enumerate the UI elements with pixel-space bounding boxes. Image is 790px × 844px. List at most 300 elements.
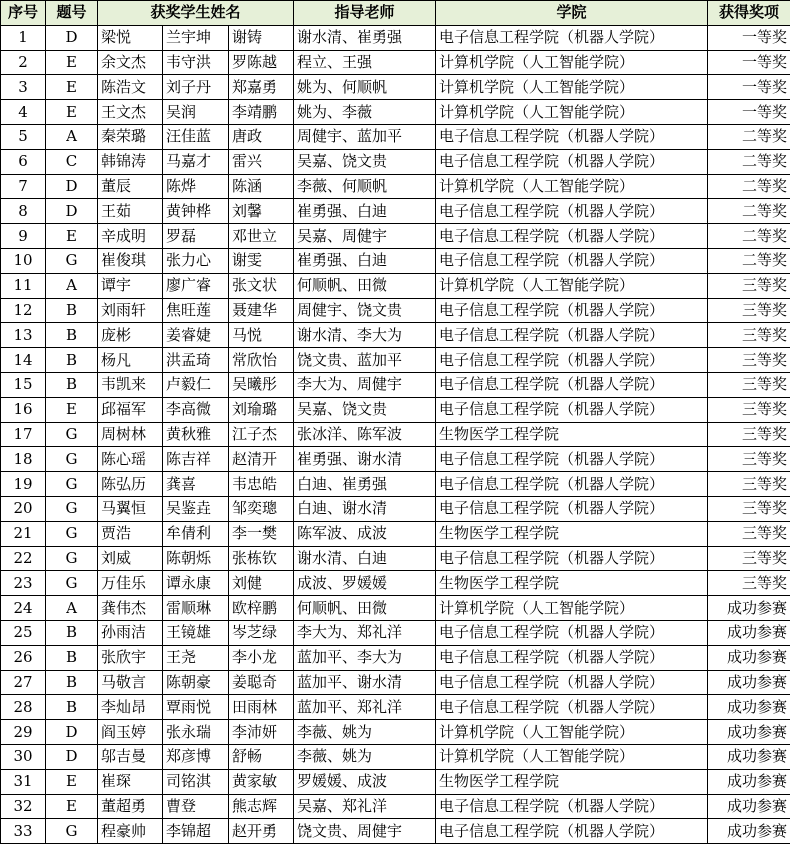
cell-index: 12 xyxy=(1,298,46,323)
table-row xyxy=(1,224,790,249)
table-row xyxy=(1,372,790,397)
cell-college: 电子信息工程学院（机器人学院） xyxy=(436,372,708,397)
table-row xyxy=(1,25,790,50)
cell-problem: E xyxy=(46,50,98,75)
cell-index: 2 xyxy=(1,50,46,75)
table-row xyxy=(1,645,790,670)
cell-student-2: 刘子丹 xyxy=(163,75,229,100)
cell-student-1: 辛成明 xyxy=(98,224,163,249)
table-row xyxy=(1,397,790,422)
cell-student-3: 罗陈越 xyxy=(229,50,294,75)
cell-college: 电子信息工程学院（机器人学院） xyxy=(436,670,708,695)
cell-student-3: 谢铸 xyxy=(229,25,294,50)
cell-college: 电子信息工程学院（机器人学院） xyxy=(436,546,708,571)
cell-index: 30 xyxy=(1,744,46,769)
cell-advisors: 谢水清、崔勇强 xyxy=(294,25,436,50)
cell-index: 5 xyxy=(1,124,46,149)
header-index: 序号 xyxy=(1,1,46,26)
cell-student-3: 马悦 xyxy=(229,323,294,348)
cell-college: 电子信息工程学院（机器人学院） xyxy=(436,199,708,224)
cell-student-2: 吴润 xyxy=(163,100,229,125)
cell-student-3: 陈涵 xyxy=(229,174,294,199)
cell-index: 10 xyxy=(1,248,46,273)
cell-college: 计算机学院（人工智能学院） xyxy=(436,75,708,100)
cell-award: 一等奖 xyxy=(708,50,790,75)
cell-student-1: 孙雨洁 xyxy=(98,620,163,645)
cell-index: 21 xyxy=(1,521,46,546)
cell-student-3: 岑芝绿 xyxy=(229,620,294,645)
cell-student-1: 董辰 xyxy=(98,174,163,199)
cell-student-1: 庞彬 xyxy=(98,323,163,348)
cell-student-1: 杨凡 xyxy=(98,348,163,373)
cell-student-2: 覃雨悦 xyxy=(163,695,229,720)
cell-student-2: 司铭淇 xyxy=(163,769,229,794)
cell-advisors: 谢水清、李大为 xyxy=(294,323,436,348)
cell-award: 成功参赛 xyxy=(708,670,790,695)
cell-college: 生物医学工程学院 xyxy=(436,521,708,546)
cell-award: 成功参赛 xyxy=(708,645,790,670)
cell-student-1: 崔俊琪 xyxy=(98,248,163,273)
cell-problem: A xyxy=(46,124,98,149)
cell-advisors: 罗媛媛、成波 xyxy=(294,769,436,794)
cell-college: 电子信息工程学院（机器人学院） xyxy=(436,323,708,348)
cell-student-2: 曹登 xyxy=(163,794,229,819)
cell-student-3: 常欣怡 xyxy=(229,348,294,373)
cell-student-2: 雷顺琳 xyxy=(163,596,229,621)
cell-index: 26 xyxy=(1,645,46,670)
cell-advisors: 程立、王强 xyxy=(294,50,436,75)
cell-college: 电子信息工程学院（机器人学院） xyxy=(436,248,708,273)
cell-college: 计算机学院（人工智能学院） xyxy=(436,596,708,621)
cell-index: 19 xyxy=(1,472,46,497)
cell-college: 计算机学院（人工智能学院） xyxy=(436,100,708,125)
cell-college: 电子信息工程学院（机器人学院） xyxy=(436,620,708,645)
table-row xyxy=(1,174,790,199)
cell-student-1: 马翼恒 xyxy=(98,496,163,521)
cell-award: 三等奖 xyxy=(708,348,790,373)
table-row xyxy=(1,348,790,373)
cell-advisors: 成波、罗媛媛 xyxy=(294,571,436,596)
cell-student-2: 王镜雄 xyxy=(163,620,229,645)
table-row xyxy=(1,100,790,125)
cell-award: 成功参赛 xyxy=(708,769,790,794)
cell-award: 成功参赛 xyxy=(708,695,790,720)
cell-award: 三等奖 xyxy=(708,298,790,323)
cell-advisors: 吴嘉、周健宇 xyxy=(294,224,436,249)
cell-index: 24 xyxy=(1,596,46,621)
cell-award: 一等奖 xyxy=(708,100,790,125)
cell-college: 计算机学院（人工智能学院） xyxy=(436,50,708,75)
cell-problem: D xyxy=(46,744,98,769)
cell-index: 29 xyxy=(1,720,46,745)
table-row xyxy=(1,124,790,149)
table-row xyxy=(1,695,790,720)
cell-college: 电子信息工程学院（机器人学院） xyxy=(436,397,708,422)
cell-index: 31 xyxy=(1,769,46,794)
cell-problem: E xyxy=(46,100,98,125)
cell-problem: G xyxy=(46,546,98,571)
cell-problem: G xyxy=(46,571,98,596)
cell-advisors: 李薇、姚为 xyxy=(294,720,436,745)
cell-student-2: 谭永康 xyxy=(163,571,229,596)
cell-advisors: 李大为、郑礼洋 xyxy=(294,620,436,645)
cell-student-3: 唐政 xyxy=(229,124,294,149)
cell-advisors: 崔勇强、白迪 xyxy=(294,248,436,273)
cell-student-1: 龚伟杰 xyxy=(98,596,163,621)
table-row xyxy=(1,571,790,596)
cell-award: 二等奖 xyxy=(708,224,790,249)
cell-student-3: 赵清开 xyxy=(229,447,294,472)
header-advisors: 指导老师 xyxy=(294,1,436,26)
table-row xyxy=(1,521,790,546)
table-row xyxy=(1,596,790,621)
table-row xyxy=(1,819,790,844)
cell-student-2: 卢毅仁 xyxy=(163,372,229,397)
cell-student-2: 黄钟桦 xyxy=(163,199,229,224)
cell-advisors: 张冰洋、陈军波 xyxy=(294,422,436,447)
cell-student-3: 李沛妍 xyxy=(229,720,294,745)
cell-college: 电子信息工程学院（机器人学院） xyxy=(436,25,708,50)
cell-problem: G xyxy=(46,819,98,844)
cell-student-3: 李靖鹏 xyxy=(229,100,294,125)
cell-problem: B xyxy=(46,695,98,720)
cell-index: 15 xyxy=(1,372,46,397)
cell-student-2: 牟倩利 xyxy=(163,521,229,546)
cell-advisors: 蓝加平、李大为 xyxy=(294,645,436,670)
cell-student-3: 李一樊 xyxy=(229,521,294,546)
table-row xyxy=(1,298,790,323)
table-row xyxy=(1,447,790,472)
cell-student-2: 罗磊 xyxy=(163,224,229,249)
cell-index: 7 xyxy=(1,174,46,199)
cell-student-2: 焦旺莲 xyxy=(163,298,229,323)
cell-index: 1 xyxy=(1,25,46,50)
table-body xyxy=(1,25,790,843)
cell-index: 14 xyxy=(1,348,46,373)
cell-advisors: 姚为、李薇 xyxy=(294,100,436,125)
table-row xyxy=(1,149,790,174)
cell-student-1: 邱福军 xyxy=(98,397,163,422)
table-row xyxy=(1,546,790,571)
cell-student-2: 洪孟琦 xyxy=(163,348,229,373)
cell-problem: B xyxy=(46,670,98,695)
cell-award: 三等奖 xyxy=(708,521,790,546)
cell-index: 18 xyxy=(1,447,46,472)
cell-problem: E xyxy=(46,224,98,249)
cell-student-1: 陈心瑶 xyxy=(98,447,163,472)
cell-student-3: 吴曦彤 xyxy=(229,372,294,397)
cell-student-1: 阎玉婷 xyxy=(98,720,163,745)
cell-student-1: 王茹 xyxy=(98,199,163,224)
cell-award: 成功参赛 xyxy=(708,720,790,745)
cell-advisors: 陈军波、成波 xyxy=(294,521,436,546)
cell-student-3: 江子杰 xyxy=(229,422,294,447)
cell-award: 三等奖 xyxy=(708,472,790,497)
cell-index: 17 xyxy=(1,422,46,447)
cell-student-1: 秦荣璐 xyxy=(98,124,163,149)
cell-advisors: 李薇、姚为 xyxy=(294,744,436,769)
cell-student-3: 张文状 xyxy=(229,273,294,298)
cell-student-3: 韦忠皓 xyxy=(229,472,294,497)
cell-index: 13 xyxy=(1,323,46,348)
table-row xyxy=(1,496,790,521)
cell-problem: G xyxy=(46,521,98,546)
cell-problem: G xyxy=(46,422,98,447)
cell-advisors: 李薇、何顺帆 xyxy=(294,174,436,199)
table-row xyxy=(1,620,790,645)
cell-award: 成功参赛 xyxy=(708,819,790,844)
cell-college: 电子信息工程学院（机器人学院） xyxy=(436,496,708,521)
cell-college: 生物医学工程学院 xyxy=(436,769,708,794)
cell-award: 二等奖 xyxy=(708,124,790,149)
cell-index: 32 xyxy=(1,794,46,819)
header-college: 学院 xyxy=(436,1,708,26)
cell-award: 二等奖 xyxy=(708,199,790,224)
cell-student-3: 郑嘉勇 xyxy=(229,75,294,100)
table-row xyxy=(1,744,790,769)
table-row xyxy=(1,769,790,794)
cell-problem: E xyxy=(46,794,98,819)
cell-student-3: 欧梓鹏 xyxy=(229,596,294,621)
cell-index: 22 xyxy=(1,546,46,571)
header-problem: 题号 xyxy=(46,1,98,26)
cell-student-1: 崔琛 xyxy=(98,769,163,794)
cell-college: 电子信息工程学院（机器人学院） xyxy=(436,794,708,819)
cell-award: 三等奖 xyxy=(708,397,790,422)
cell-award: 三等奖 xyxy=(708,447,790,472)
cell-advisors: 谢水清、白迪 xyxy=(294,546,436,571)
cell-advisors: 姚为、何顺帆 xyxy=(294,75,436,100)
cell-award: 成功参赛 xyxy=(708,596,790,621)
cell-problem: B xyxy=(46,348,98,373)
table-row xyxy=(1,50,790,75)
cell-student-3: 邹奕璁 xyxy=(229,496,294,521)
cell-college: 计算机学院（人工智能学院） xyxy=(436,744,708,769)
table-row xyxy=(1,199,790,224)
cell-student-1: 马敬言 xyxy=(98,670,163,695)
cell-problem: G xyxy=(46,496,98,521)
cell-advisors: 崔勇强、白迪 xyxy=(294,199,436,224)
cell-student-1: 邬吉曼 xyxy=(98,744,163,769)
table-row xyxy=(1,248,790,273)
cell-college: 电子信息工程学院（机器人学院） xyxy=(436,819,708,844)
cell-student-2: 陈朝豪 xyxy=(163,670,229,695)
cell-student-1: 程豪帅 xyxy=(98,819,163,844)
cell-problem: D xyxy=(46,720,98,745)
cell-advisors: 周健宇、蓝加平 xyxy=(294,124,436,149)
cell-student-2: 王尧 xyxy=(163,645,229,670)
cell-problem: G xyxy=(46,447,98,472)
cell-student-1: 刘威 xyxy=(98,546,163,571)
cell-student-1: 李灿昂 xyxy=(98,695,163,720)
cell-advisors: 吴嘉、郑礼洋 xyxy=(294,794,436,819)
cell-index: 28 xyxy=(1,695,46,720)
cell-student-3: 熊志辉 xyxy=(229,794,294,819)
cell-advisors: 崔勇强、谢水清 xyxy=(294,447,436,472)
cell-student-1: 梁悦 xyxy=(98,25,163,50)
cell-problem: D xyxy=(46,199,98,224)
cell-index: 16 xyxy=(1,397,46,422)
cell-student-3: 李小龙 xyxy=(229,645,294,670)
cell-award: 二等奖 xyxy=(708,149,790,174)
cell-college: 电子信息工程学院（机器人学院） xyxy=(436,645,708,670)
cell-college: 电子信息工程学院（机器人学院） xyxy=(436,224,708,249)
cell-student-2: 兰宇坤 xyxy=(163,25,229,50)
table-row xyxy=(1,794,790,819)
cell-problem: B xyxy=(46,298,98,323)
cell-student-2: 陈烨 xyxy=(163,174,229,199)
cell-index: 27 xyxy=(1,670,46,695)
cell-advisors: 蓝加平、郑礼洋 xyxy=(294,695,436,720)
cell-advisors: 何顺帆、田微 xyxy=(294,596,436,621)
cell-advisors: 饶文贵、周健宇 xyxy=(294,819,436,844)
table-row xyxy=(1,472,790,497)
cell-college: 计算机学院（人工智能学院） xyxy=(436,273,708,298)
cell-student-3: 舒畅 xyxy=(229,744,294,769)
table-row xyxy=(1,75,790,100)
cell-advisors: 蓝加平、谢水清 xyxy=(294,670,436,695)
cell-student-1: 韩锦涛 xyxy=(98,149,163,174)
cell-advisors: 白迪、谢水清 xyxy=(294,496,436,521)
cell-award: 三等奖 xyxy=(708,571,790,596)
cell-advisors: 吴嘉、饶文贵 xyxy=(294,149,436,174)
cell-award: 三等奖 xyxy=(708,496,790,521)
cell-award: 二等奖 xyxy=(708,174,790,199)
cell-advisors: 饶文贵、蓝加平 xyxy=(294,348,436,373)
cell-award: 成功参赛 xyxy=(708,794,790,819)
table-row xyxy=(1,422,790,447)
cell-college: 计算机学院（人工智能学院） xyxy=(436,720,708,745)
cell-award: 三等奖 xyxy=(708,273,790,298)
cell-award: 成功参赛 xyxy=(708,744,790,769)
cell-problem: B xyxy=(46,323,98,348)
cell-college: 电子信息工程学院（机器人学院） xyxy=(436,298,708,323)
cell-award: 二等奖 xyxy=(708,248,790,273)
cell-student-1: 陈弘历 xyxy=(98,472,163,497)
cell-student-1: 谭宇 xyxy=(98,273,163,298)
cell-student-2: 吴鉴垚 xyxy=(163,496,229,521)
cell-student-1: 张欣宇 xyxy=(98,645,163,670)
cell-index: 33 xyxy=(1,819,46,844)
table-row xyxy=(1,720,790,745)
cell-award: 三等奖 xyxy=(708,323,790,348)
cell-index: 20 xyxy=(1,496,46,521)
cell-problem: B xyxy=(46,372,98,397)
cell-index: 23 xyxy=(1,571,46,596)
cell-student-3: 刘瑜璐 xyxy=(229,397,294,422)
cell-problem: D xyxy=(46,25,98,50)
cell-problem: G xyxy=(46,472,98,497)
cell-student-1: 王文杰 xyxy=(98,100,163,125)
cell-student-3: 赵开勇 xyxy=(229,819,294,844)
cell-student-2: 陈朝烁 xyxy=(163,546,229,571)
cell-award: 三等奖 xyxy=(708,372,790,397)
cell-problem: G xyxy=(46,248,98,273)
header-row xyxy=(1,1,790,26)
cell-student-2: 张永瑞 xyxy=(163,720,229,745)
cell-problem: D xyxy=(46,174,98,199)
cell-problem: E xyxy=(46,75,98,100)
cell-advisors: 何顺帆、田微 xyxy=(294,273,436,298)
cell-student-2: 张力心 xyxy=(163,248,229,273)
cell-student-2: 黄秋雅 xyxy=(163,422,229,447)
cell-problem: E xyxy=(46,397,98,422)
cell-index: 3 xyxy=(1,75,46,100)
cell-college: 电子信息工程学院（机器人学院） xyxy=(436,472,708,497)
cell-student-2: 龚喜 xyxy=(163,472,229,497)
cell-student-3: 刘馨 xyxy=(229,199,294,224)
cell-index: 9 xyxy=(1,224,46,249)
cell-problem: B xyxy=(46,620,98,645)
cell-student-3: 谢雯 xyxy=(229,248,294,273)
cell-student-1: 贾浩 xyxy=(98,521,163,546)
cell-student-3: 黄家敏 xyxy=(229,769,294,794)
header-award: 获得奖项 xyxy=(708,1,790,26)
cell-college: 电子信息工程学院（机器人学院） xyxy=(436,149,708,174)
cell-student-1: 董超勇 xyxy=(98,794,163,819)
cell-college: 电子信息工程学院（机器人学院） xyxy=(436,447,708,472)
cell-student-1: 余文杰 xyxy=(98,50,163,75)
cell-award: 成功参赛 xyxy=(708,620,790,645)
cell-student-2: 汪佳蓝 xyxy=(163,124,229,149)
cell-college: 电子信息工程学院（机器人学院） xyxy=(436,124,708,149)
cell-index: 6 xyxy=(1,149,46,174)
cell-student-1: 韦凯来 xyxy=(98,372,163,397)
cell-student-1: 万佳乐 xyxy=(98,571,163,596)
table-row xyxy=(1,670,790,695)
cell-student-1: 陈浩文 xyxy=(98,75,163,100)
cell-college: 生物医学工程学院 xyxy=(436,422,708,447)
cell-award: 三等奖 xyxy=(708,546,790,571)
header-students: 获奖学生姓名 xyxy=(98,1,294,26)
cell-student-3: 田雨林 xyxy=(229,695,294,720)
cell-college: 电子信息工程学院（机器人学院） xyxy=(436,348,708,373)
table-row xyxy=(1,273,790,298)
cell-student-2: 姜睿婕 xyxy=(163,323,229,348)
cell-college: 计算机学院（人工智能学院） xyxy=(436,174,708,199)
cell-index: 4 xyxy=(1,100,46,125)
cell-student-3: 雷兴 xyxy=(229,149,294,174)
cell-college: 生物医学工程学院 xyxy=(436,571,708,596)
cell-student-3: 张栋钦 xyxy=(229,546,294,571)
cell-student-3: 邓世立 xyxy=(229,224,294,249)
cell-student-2: 韦守洪 xyxy=(163,50,229,75)
cell-student-2: 李高微 xyxy=(163,397,229,422)
cell-advisors: 白迪、崔勇强 xyxy=(294,472,436,497)
cell-award: 三等奖 xyxy=(708,422,790,447)
cell-problem: A xyxy=(46,273,98,298)
cell-problem: E xyxy=(46,769,98,794)
cell-student-1: 刘雨轩 xyxy=(98,298,163,323)
cell-problem: A xyxy=(46,596,98,621)
cell-advisors: 李大为、周健宇 xyxy=(294,372,436,397)
cell-advisors: 吴嘉、饶文贵 xyxy=(294,397,436,422)
cell-college: 电子信息工程学院（机器人学院） xyxy=(436,695,708,720)
cell-student-2: 陈吉祥 xyxy=(163,447,229,472)
cell-student-2: 廖广睿 xyxy=(163,273,229,298)
table-row xyxy=(1,323,790,348)
cell-index: 8 xyxy=(1,199,46,224)
cell-index: 25 xyxy=(1,620,46,645)
cell-award: 一等奖 xyxy=(708,75,790,100)
cell-problem: C xyxy=(46,149,98,174)
cell-student-1: 周树林 xyxy=(98,422,163,447)
cell-advisors: 周健宇、饶文贵 xyxy=(294,298,436,323)
cell-student-3: 聂建华 xyxy=(229,298,294,323)
cell-student-2: 李锦超 xyxy=(163,819,229,844)
cell-student-2: 郑彦博 xyxy=(163,744,229,769)
cell-student-2: 马嘉才 xyxy=(163,149,229,174)
